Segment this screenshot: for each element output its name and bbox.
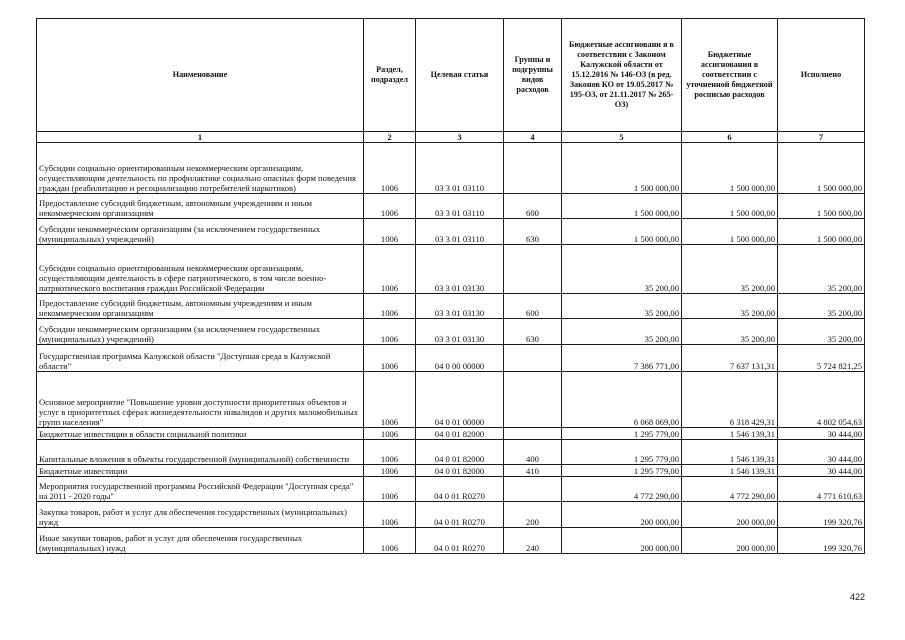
row-budget-law: 35 200,00 — [562, 245, 682, 294]
row-budget-law: 1 500 000,00 — [562, 219, 682, 245]
row-group: 600 — [504, 194, 562, 219]
row-section: 1006 — [364, 477, 416, 502]
row-executed: 4 771 610,63 — [778, 477, 865, 502]
table-row — [37, 294, 865, 319]
row-budget-law: 1 295 779,00 — [562, 465, 682, 477]
row-section: 1006 — [364, 245, 416, 294]
col-number: 5 — [562, 132, 682, 143]
row-target: 03 3 01 03130 — [416, 294, 504, 319]
row-target: 03 3 01 03110 — [416, 194, 504, 219]
row-section: 1006 — [364, 465, 416, 477]
row-group: 630 — [504, 319, 562, 345]
row-budget-list: 200 000,00 — [682, 502, 778, 528]
row-budget-law: 6 068 069,00 — [562, 372, 682, 428]
row-group: 400 — [504, 440, 562, 465]
row-target: 03 3 01 03110 — [416, 219, 504, 245]
row-group — [504, 143, 562, 194]
row-executed: 1 500 000,00 — [778, 219, 865, 245]
col-number: 4 — [504, 132, 562, 143]
row-budget-list: 6 318 429,31 — [682, 372, 778, 428]
row-section: 1006 — [364, 428, 416, 440]
header-budget-law: Бюджетные ассигновани я в соответствии с Законом Калужской области от 15.12.2016 № 146-ОЗ (в ред. Законов КО от 19.05.2017 № 195-ОЗ, от 21.11.2017 № 265-ОЗ) — [562, 19, 682, 132]
row-group: 240 — [504, 528, 562, 554]
row-name: Капитальные вложения в объекты государственной (муниципальной) собственности — [37, 440, 364, 465]
row-budget-list: 1 500 000,00 — [682, 219, 778, 245]
row-budget-law: 1 295 779,00 — [562, 428, 682, 440]
row-target: 03 3 01 03130 — [416, 245, 504, 294]
row-group — [504, 477, 562, 502]
header-budget-list: Бюджетные ассигнования в соответствии с уточненной бюджетной росписью расходов — [682, 19, 778, 132]
row-target: 03 3 01 03130 — [416, 319, 504, 345]
row-budget-law: 35 200,00 — [562, 294, 682, 319]
row-name: Субсидии социально ориентированным некоммерческим организациям, осуществляющим деятельность по профилактике социально опасных форм поведения граждан (реабилитацию и ресоциализацию потребителей наркотиков) — [37, 143, 364, 194]
col-number: 2 — [364, 132, 416, 143]
row-budget-law: 1 295 779,00 — [562, 440, 682, 465]
header-row — [37, 19, 865, 132]
table-row — [37, 428, 865, 440]
header-name: Наименование — [37, 19, 364, 132]
table-row — [37, 143, 865, 194]
row-budget-law: 200 000,00 — [562, 528, 682, 554]
row-budget-list: 35 200,00 — [682, 245, 778, 294]
page-number: 422 — [849, 592, 865, 602]
row-executed: 199 320,76 — [778, 528, 865, 554]
row-name: Субсидии некоммерческим организациям (за исключением государственных (муниципальных) учреждений) — [37, 219, 364, 245]
table-body — [37, 143, 865, 554]
row-budget-list: 35 200,00 — [682, 319, 778, 345]
col-number: 7 — [778, 132, 865, 143]
row-group — [504, 428, 562, 440]
row-name: Предоставление субсидий бюджетным, автономным учреждениям и иным некоммерческим организациям — [37, 194, 364, 219]
row-name: Иные закупки товаров, работ и услуг для обеспечения государственных (муниципальных) нужд — [37, 528, 364, 554]
row-executed: 30 444,00 — [778, 428, 865, 440]
row-budget-list: 1 546 139,31 — [682, 440, 778, 465]
row-target: 04 0 01 82000 — [416, 440, 504, 465]
row-executed: 4 802 054,63 — [778, 372, 865, 428]
row-target: 04 0 01 R0270 — [416, 502, 504, 528]
row-budget-list: 35 200,00 — [682, 294, 778, 319]
row-budget-law: 35 200,00 — [562, 319, 682, 345]
row-budget-law: 1 500 000,00 — [562, 143, 682, 194]
row-target: 04 0 01 R0270 — [416, 528, 504, 554]
row-target: 04 0 01 00000 — [416, 372, 504, 428]
row-executed: 35 200,00 — [778, 294, 865, 319]
row-group: 200 — [504, 502, 562, 528]
header-target: Целевая статья — [416, 19, 504, 132]
row-section: 1006 — [364, 345, 416, 372]
header-executed: Исполнено — [778, 19, 865, 132]
row-budget-list: 4 772 290,00 — [682, 477, 778, 502]
table-row — [37, 345, 865, 372]
row-name: Субсидии социально ориентированным некоммерческим организациям, осуществляющим деятельность в сфере патриотического, в том числе военно-патриотического воспитания граждан Российской Федерации — [37, 245, 364, 294]
row-budget-law: 1 500 000,00 — [562, 194, 682, 219]
row-executed: 30 444,00 — [778, 465, 865, 477]
row-name: Закупка товаров, работ и услуг для обеспечения государственных (муниципальных) нужд — [37, 502, 364, 528]
row-name: Мероприятия государственной программы Российской Федерации "Доступная среда" на 2011 - 2020 годы" — [37, 477, 364, 502]
row-group — [504, 245, 562, 294]
table-row — [37, 440, 865, 465]
col-number: 1 — [37, 132, 364, 143]
row-section: 1006 — [364, 502, 416, 528]
row-budget-law: 200 000,00 — [562, 502, 682, 528]
row-budget-list: 1 546 139,31 — [682, 428, 778, 440]
row-section: 1006 — [364, 528, 416, 554]
row-section: 1006 — [364, 219, 416, 245]
row-budget-list: 200 000,00 — [682, 528, 778, 554]
table-row — [37, 319, 865, 345]
row-executed: 199 320,76 — [778, 502, 865, 528]
row-executed: 1 500 000,00 — [778, 143, 865, 194]
row-target: 03 3 01 03110 — [416, 143, 504, 194]
row-section: 1006 — [364, 194, 416, 219]
row-budget-list: 1 500 000,00 — [682, 143, 778, 194]
row-budget-list: 1 500 000,00 — [682, 194, 778, 219]
table-row — [37, 194, 865, 219]
row-budget-law: 7 386 771,00 — [562, 345, 682, 372]
row-section: 1006 — [364, 143, 416, 194]
row-group: 630 — [504, 219, 562, 245]
row-name: Основное мероприятие "Повышение уровня доступности приоритетных объектов и услуг в приоритетных сферах жизнедеятельности инвалидов и других маломобильных групп населения" — [37, 372, 364, 428]
row-section: 1006 — [364, 294, 416, 319]
row-name: Бюджетные инвестиции в области социальной политики — [37, 428, 364, 440]
row-section: 1006 — [364, 372, 416, 428]
row-name: Бюджетные инвестиции — [37, 465, 364, 477]
table-row — [37, 502, 865, 528]
row-name: Субсидии некоммерческим организациям (за исключением государственных (муниципальных) учреждений) — [37, 319, 364, 345]
table-row — [37, 372, 865, 428]
row-group: 600 — [504, 294, 562, 319]
budget-document — [36, 18, 864, 554]
row-group — [504, 345, 562, 372]
column-number-row — [37, 132, 865, 143]
table-row — [37, 477, 865, 502]
table-row — [37, 528, 865, 554]
col-number: 3 — [416, 132, 504, 143]
row-target: 04 0 01 82000 — [416, 465, 504, 477]
table-row — [37, 219, 865, 245]
row-budget-list: 1 546 139,31 — [682, 465, 778, 477]
row-section: 1006 — [364, 440, 416, 465]
row-section: 1006 — [364, 319, 416, 345]
row-executed: 1 500 000,00 — [778, 194, 865, 219]
row-target: 04 0 00 00000 — [416, 345, 504, 372]
header-section: Раздел, подраздел — [364, 19, 416, 132]
budget-table — [36, 18, 865, 554]
row-group — [504, 372, 562, 428]
row-budget-list: 7 637 131,31 — [682, 345, 778, 372]
table-row — [37, 245, 865, 294]
row-executed: 30 444,00 — [778, 440, 865, 465]
col-number: 6 — [682, 132, 778, 143]
row-executed: 35 200,00 — [778, 319, 865, 345]
row-budget-law: 4 772 290,00 — [562, 477, 682, 502]
table-row — [37, 465, 865, 477]
row-name: Предоставление субсидий бюджетным, автономным учреждениям и иным некоммерческим организациям — [37, 294, 364, 319]
header-groups: Группы и подгруппы видов расходов — [504, 19, 562, 132]
row-target: 04 0 01 82000 — [416, 428, 504, 440]
row-name: Государственная программа Калужской области "Доступная среда в Калужской области" — [37, 345, 364, 372]
row-executed: 5 724 821,25 — [778, 345, 865, 372]
row-executed: 35 200,00 — [778, 245, 865, 294]
row-group: 410 — [504, 465, 562, 477]
row-target: 04 0 01 R0270 — [416, 477, 504, 502]
